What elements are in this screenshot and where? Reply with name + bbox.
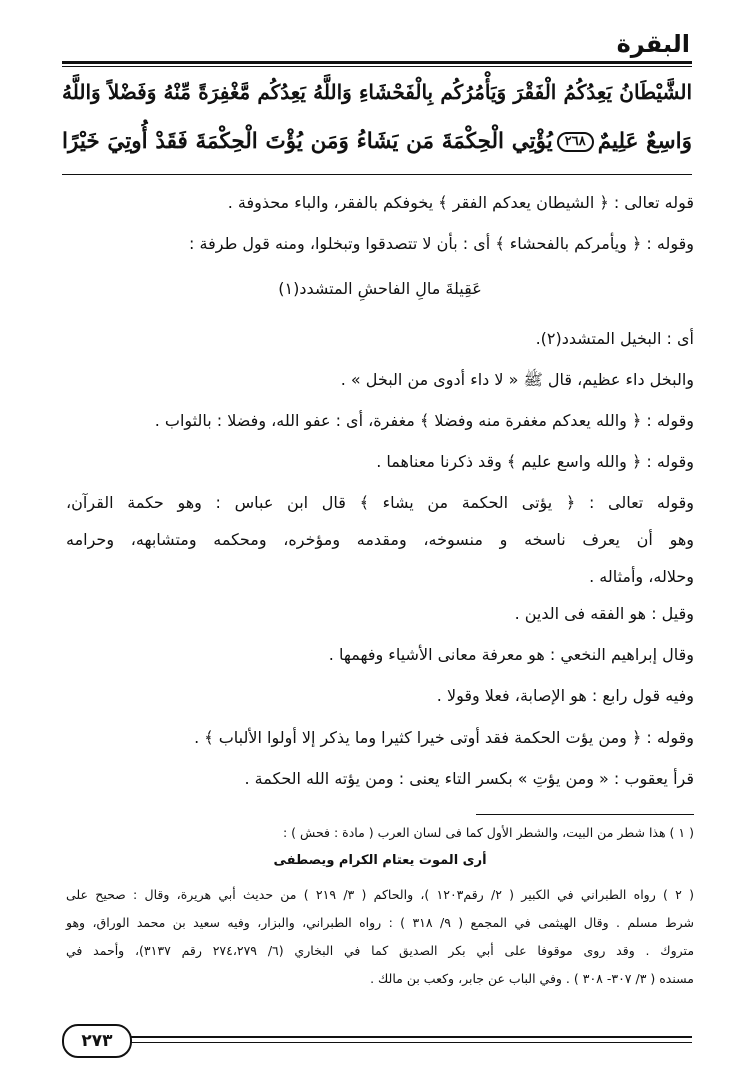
commentary-line: وقوله تعالى : ﴿ يؤتى الحكمة من يشاء ﴾ قال ابن عباس : وهو حكمة القرآن، (66, 493, 694, 512)
footnote-line: ( ٢ ) رواه الطبراني في الكبير ( ٢/ رقم١٢٠٣ )، والحاكم ( ٣/ ٢١٩ ) من حديث أبي هريرة، وقال : صحيح على (66, 887, 694, 902)
footer-rule-thin (130, 1042, 692, 1043)
surah-title: البقرة (616, 30, 690, 58)
footnote-line: متروك . وقد روى موقوفا على أبي بكر الصديق كما في البخاري (٦/ ٢٧٤،٢٧٩ رقم ٣١٣٧)، وأحمد في (66, 943, 695, 958)
commentary-line: وحلاله، وأمثاله . (589, 567, 694, 586)
page-number: ٢٧٣ (62, 1024, 132, 1058)
commentary-line: وقوله : ﴿ والله واسع عليم ﴾ وقد ذكرنا معناهما . (376, 452, 694, 471)
commentary-line: وقوله : ﴿ ويأمركم بالفحشاء ﴾ أى : بأن لا تتصدقوا وتبخلوا، ومنه قول طرفة : (189, 234, 694, 253)
header-rule-thin (62, 66, 692, 67)
commentary-line: قرأ يعقوب : « ومن يؤتِ » بكسر التاء يعنى : ومن يؤته الله الحكمة . (244, 769, 694, 788)
ayah-number-badge: ٢٦٨ (557, 132, 594, 152)
footnote-line: مسنده ( ٣/ ٣٠٧- ٣٠٨ ) . وفي الباب عن جابر، وكعب بن مالك . (370, 971, 694, 986)
footer-rule (130, 1036, 692, 1038)
commentary-line: وقوله : ﴿ والله يعدكم مغفرة منه وفضلا ﴾ مغفرة، أى : عفو الله، وفضلا : بالثواب . (154, 411, 694, 430)
footnote-line: ( ١ ) هذا شطر من البيت، والشطر الأول كما فى لسان العرب ( مادة : فحش ) : (282, 825, 694, 840)
verse-line-2-start: وَاسِعٌ عَلِيمٌ (597, 129, 692, 154)
verse-line-2 (62, 122, 692, 162)
commentary-line: وهو أن يعرف ناسخه و منسوخه، ومقدمه ومؤخره، ومحكمه ومتشابهه، وحرامه (66, 530, 694, 549)
commentary-line: وقيل : هو الفقه فى الدين . (514, 604, 694, 623)
commentary-line: والبخل داء عظيم، قال ﷺ « لا داء أدوى من البخل » . (340, 370, 694, 389)
poetry-verse: عَقِيلةَ مالِ الفاحشِ المتشدد(١) (278, 279, 482, 298)
commentary-line: وفيه قول رابع : هو الإصابة، فعلا وقولا . (436, 686, 694, 705)
commentary-line: وقال إبراهيم النخعي : هو معرفة معانى الأشياء وفهمها . (328, 645, 694, 664)
commentary-line: قوله تعالى : ﴿ الشيطان يعدكم الفقر ﴾ يخوفكم بالفقر، والباء محذوفة . (227, 193, 694, 212)
verse-line-2-end: يُؤْتِي الْحِكْمَةَ مَن يَشَاءُ وَمَن يُؤْتَ الْحِكْمَةَ فَقَدْ أُوتِيَ خَيْرًا (62, 129, 553, 154)
commentary-line: وقوله : ﴿ ومن يؤت الحكمة فقد أوتى خيرا كثيرا وما يذكر إلا أولوا الألباب ﴾ . (194, 728, 694, 747)
verse-separator (62, 174, 692, 175)
footnote-separator (476, 814, 694, 815)
footnote-poetry: أرى الموت يعتام الكرام ويصطفى (273, 853, 487, 868)
footnote-line: شرط مسلم . وقال الهيثمى في المجمع ( ٩/ ٣١٨ ) : رواه الطبراني، والبزار، وفيه سعيد بن محمد الوراق، وهو (66, 915, 695, 930)
verse-line-1: الشَّيْطَانُ يَعِدُكُمُ الْفَقْرَ وَيَأْمُرُكُم بِالْفَحْشَاءِ وَاللَّهُ يَعِدُكُم مَّغْفِرَةً مِّنْهُ وَفَضْلاً وَاللَّهُ (62, 80, 692, 104)
header-rule-top (62, 61, 692, 64)
commentary-line: أى : البخيل المتشدد(٢). (535, 329, 694, 348)
